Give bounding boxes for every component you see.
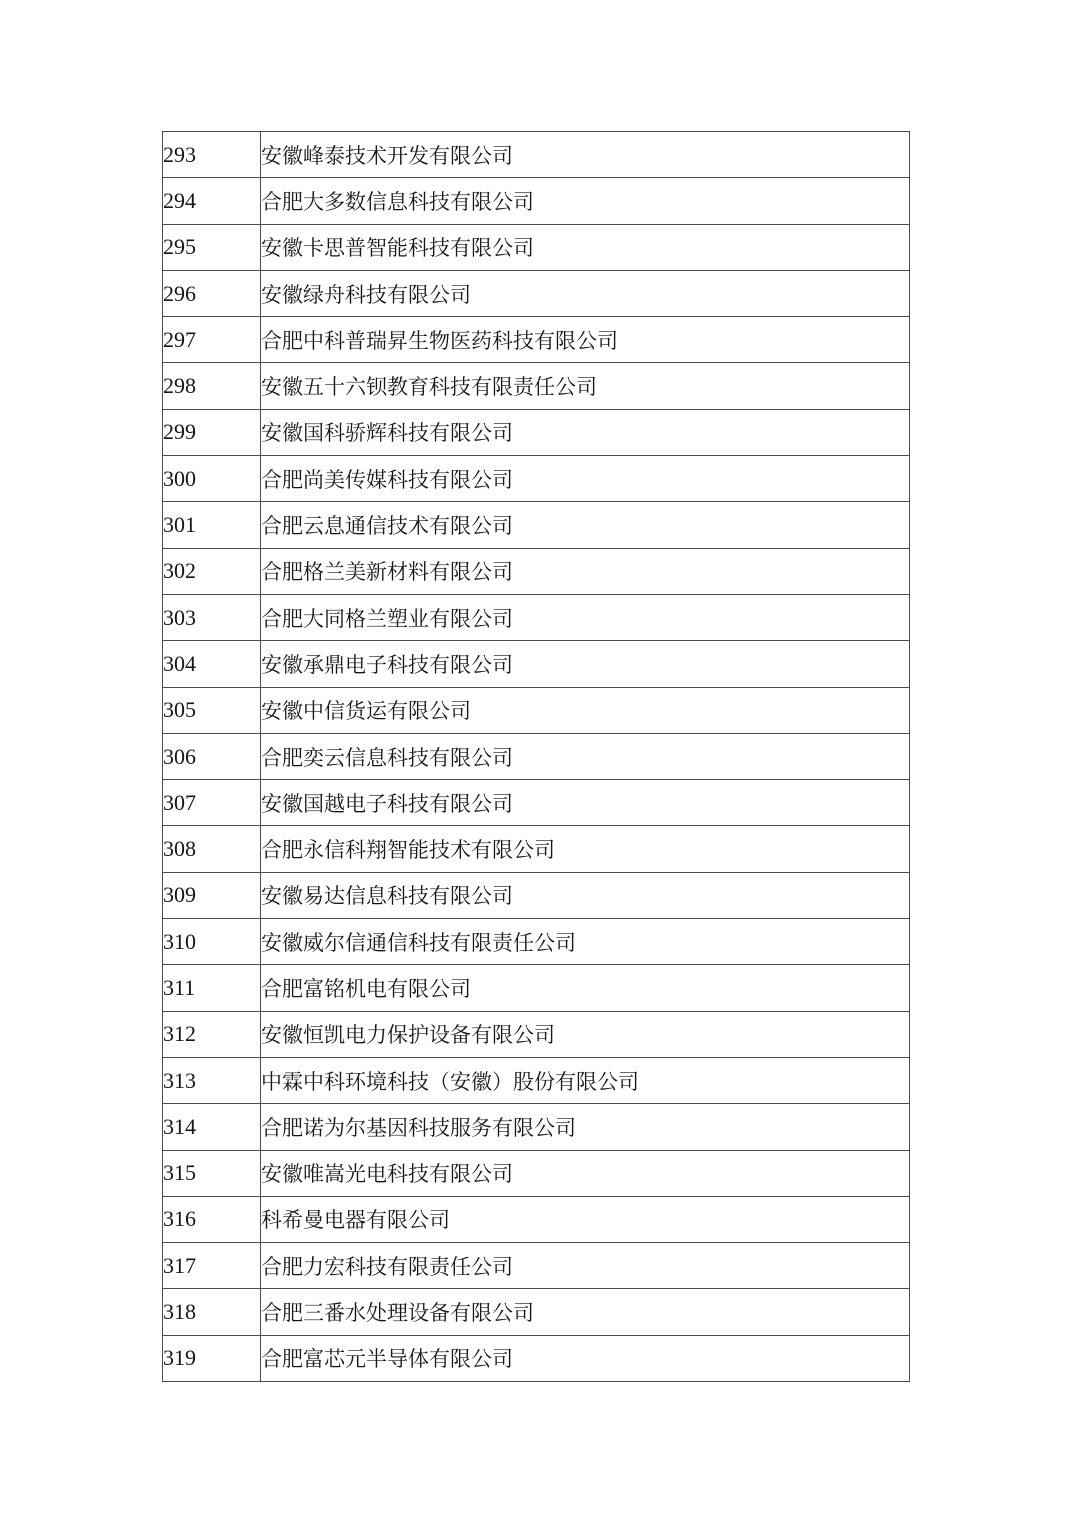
row-number-cell: 299 [163,409,261,455]
company-name-cell: 合肥格兰美新材料有限公司 [261,548,910,594]
company-name-cell: 合肥大同格兰塑业有限公司 [261,594,910,640]
company-name-cell: 安徽绿舟科技有限公司 [261,270,910,316]
company-table [162,131,910,1382]
row-number-cell: 293 [163,132,261,178]
table-row [163,548,910,594]
table-row [163,1011,910,1057]
row-number-cell: 314 [163,1104,261,1150]
row-number-cell: 310 [163,919,261,965]
table-row [163,132,910,178]
company-name-cell: 安徽唯嵩光电科技有限公司 [261,1150,910,1196]
row-number-cell: 309 [163,872,261,918]
table-row [163,594,910,640]
table-row [163,409,910,455]
table-row [163,919,910,965]
company-name-cell: 科希曼电器有限公司 [261,1196,910,1242]
company-name-cell: 合肥云息通信技术有限公司 [261,502,910,548]
row-number-cell: 304 [163,641,261,687]
table-row [163,1289,910,1335]
table-row [163,1057,910,1103]
company-name-cell: 中霖中科环境科技（安徽）股份有限公司 [261,1057,910,1103]
row-number-cell: 300 [163,456,261,502]
row-number-cell: 294 [163,178,261,224]
company-name-cell: 安徽承鼎电子科技有限公司 [261,641,910,687]
table-row [163,1104,910,1150]
company-name-cell: 合肥富芯元半导体有限公司 [261,1335,910,1381]
company-name-cell: 安徽恒凯电力保护设备有限公司 [261,1011,910,1057]
company-name-cell: 安徽五十六钡教育科技有限责任公司 [261,363,910,409]
company-name-cell: 安徽中信货运有限公司 [261,687,910,733]
table-row [163,872,910,918]
row-number-cell: 307 [163,780,261,826]
table-row [163,178,910,224]
company-name-cell: 合肥力宏科技有限责任公司 [261,1243,910,1289]
table-row [163,733,910,779]
table-row [163,826,910,872]
company-name-cell: 安徽卡思普智能科技有限公司 [261,224,910,270]
company-name-cell: 合肥永信科翔智能技术有限公司 [261,826,910,872]
table-row [163,641,910,687]
company-name-cell: 合肥尚美传媒科技有限公司 [261,456,910,502]
table-row [163,1243,910,1289]
table-row [163,965,910,1011]
company-name-cell: 安徽国越电子科技有限公司 [261,780,910,826]
company-name-cell: 合肥奕云信息科技有限公司 [261,733,910,779]
row-number-cell: 312 [163,1011,261,1057]
table-row [163,687,910,733]
company-name-cell: 合肥富铭机电有限公司 [261,965,910,1011]
company-name-cell: 安徽威尔信通信科技有限责任公司 [261,919,910,965]
row-number-cell: 316 [163,1196,261,1242]
company-name-cell: 合肥三番水处理设备有限公司 [261,1289,910,1335]
row-number-cell: 306 [163,733,261,779]
row-number-cell: 296 [163,270,261,316]
company-name-cell: 安徽国科骄辉科技有限公司 [261,409,910,455]
row-number-cell: 313 [163,1057,261,1103]
company-name-cell: 合肥大多数信息科技有限公司 [261,178,910,224]
row-number-cell: 302 [163,548,261,594]
table-row [163,363,910,409]
row-number-cell: 303 [163,594,261,640]
table-row [163,780,910,826]
company-name-cell: 合肥诺为尔基因科技服务有限公司 [261,1104,910,1150]
row-number-cell: 317 [163,1243,261,1289]
row-number-cell: 305 [163,687,261,733]
table-row [163,270,910,316]
table-row [163,1335,910,1381]
table-row [163,456,910,502]
row-number-cell: 308 [163,826,261,872]
table-row [163,1196,910,1242]
company-table-body [163,132,910,1382]
table-row [163,502,910,548]
table-row [163,1150,910,1196]
company-name-cell: 安徽易达信息科技有限公司 [261,872,910,918]
company-name-cell: 安徽峰泰技术开发有限公司 [261,132,910,178]
row-number-cell: 298 [163,363,261,409]
company-name-cell: 合肥中科普瑞昇生物医药科技有限公司 [261,317,910,363]
row-number-cell: 301 [163,502,261,548]
row-number-cell: 295 [163,224,261,270]
row-number-cell: 297 [163,317,261,363]
row-number-cell: 319 [163,1335,261,1381]
row-number-cell: 315 [163,1150,261,1196]
table-row [163,317,910,363]
table-row [163,224,910,270]
row-number-cell: 311 [163,965,261,1011]
row-number-cell: 318 [163,1289,261,1335]
